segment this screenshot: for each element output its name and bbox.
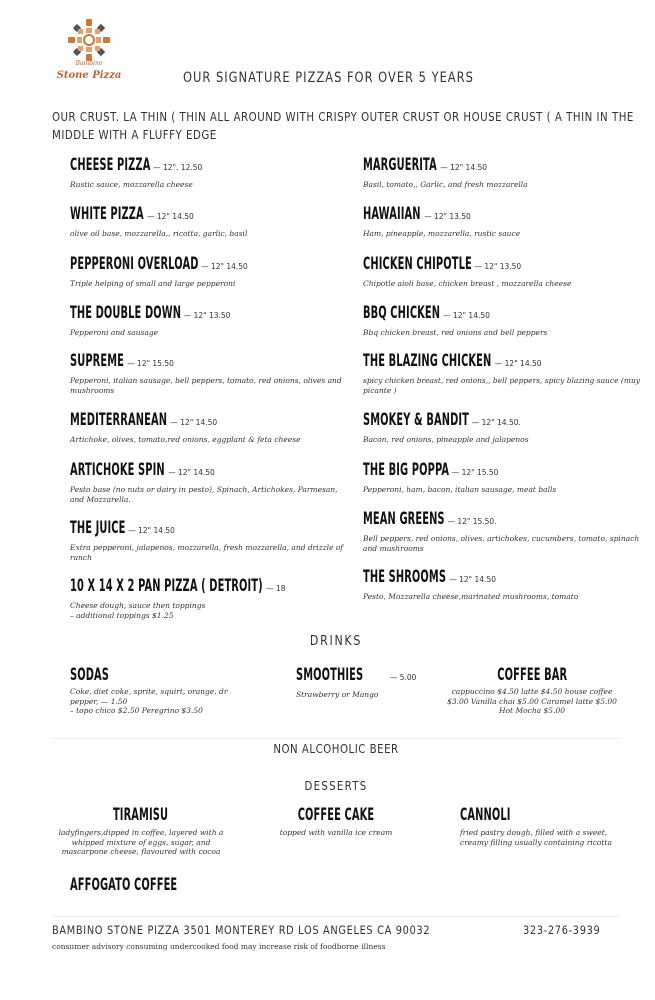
pizza-name: HAWAIIAN	[363, 204, 421, 224]
pizza-item	[70, 461, 350, 504]
pizza-item	[70, 352, 350, 395]
item-name: COFFEE BAR	[497, 665, 567, 685]
brand-name: Stone Pizza	[56, 70, 122, 81]
divider	[52, 916, 620, 917]
brand-logo	[52, 18, 126, 86]
item-name: TIRAMISU	[113, 805, 169, 825]
pizza-item	[70, 255, 350, 289]
pizza-item	[363, 411, 643, 445]
pizza-item	[363, 304, 643, 338]
divider	[52, 738, 620, 739]
pizza-price: — 12" 15.50	[451, 468, 499, 477]
pizza-logo-icon	[67, 18, 111, 62]
pizza-desc: Chipotle aioli base, chicken breast , mozzarella cheese	[363, 279, 572, 288]
pizza-item	[70, 577, 350, 620]
pizza-desc: Extra pepperoni, jalapenos, mozzarella, fresh mozzarella, and drizzle of ranch	[70, 543, 344, 562]
pizza-name: BBQ CHICKEN	[363, 303, 441, 323]
item-desc: topped with vanilla ice cream	[279, 828, 393, 837]
item-desc: fried pastry dough, filled with a sweet, creamy filling usually containing ricotta	[460, 828, 612, 847]
item-name: SODAS	[70, 665, 109, 685]
pizza-item	[70, 205, 350, 239]
pizza-desc: Bacon, red onions, pineapple and jalapenos	[363, 435, 529, 444]
pizza-desc: Pepperoni and sausage	[70, 328, 159, 337]
pizza-name: MEAN GREENS	[363, 509, 445, 529]
pizza-price: — 12" 14.50	[201, 262, 248, 271]
pizza-price: — 12" 14.50	[440, 163, 488, 172]
pizza-price: — 12" 14.50	[449, 575, 496, 584]
pizza-name: CHEESE PIZZA	[70, 155, 151, 175]
pizza-name: SMOKEY & BANDIT	[363, 410, 469, 430]
pizza-item	[363, 352, 643, 395]
pizza-price: — 12" 13.50	[183, 311, 231, 320]
dessert-affogato	[70, 876, 270, 894]
pizza-price: — 12" 13.50	[424, 212, 471, 221]
item-desc: Strawberry or Mango	[296, 690, 379, 699]
item-name: SMOOTHIES	[296, 665, 364, 685]
pizza-name: ARTICHOKE SPIN	[70, 460, 165, 480]
item-desc: cappuccino $4.50 latte $4.50 house coffee $3.00 Vanilla chai $5.00 Caramel latte $5.00 Hot Mocha $5.00	[447, 687, 617, 715]
pizza-price: — 12" 14.50	[443, 311, 490, 320]
pizza-name: MARGUERITA	[363, 155, 437, 175]
pizza-price: — 12". 12.50	[153, 163, 203, 172]
pizza-desc: Pepperoni, italian sausage, bell peppers, tomato, red onions, olives and mushrooms	[70, 376, 342, 395]
pizza-name: SUPREME	[70, 351, 125, 371]
pizza-name: MEDITERRANEAN	[70, 410, 168, 430]
pizza-item	[363, 510, 643, 553]
dessert-cannoli	[460, 806, 630, 847]
pizza-desc: Pepperoni, ham, bacon, italian sausage, meat balls	[363, 485, 557, 494]
pizza-price: — 12" 14.50	[168, 468, 215, 477]
pizza-desc: Rustic sauce, mozzarella cheese	[70, 180, 193, 189]
pizza-name: WHITE PIZZA	[70, 204, 144, 224]
item-name: COFFEE CAKE	[297, 805, 375, 825]
pizza-item	[70, 156, 350, 190]
pizza-price: — 12" 14.50	[147, 212, 194, 221]
pizza-price: — 12" 15.50.	[447, 517, 497, 526]
pizza-price: — 18	[266, 584, 286, 593]
pizza-item	[363, 461, 643, 495]
pizza-price: — 12" 14.50	[494, 359, 542, 368]
pizza-name: THE BLAZING CHICKEN	[363, 351, 492, 371]
pizza-name: CHICKEN CHIPOTLE	[363, 254, 472, 274]
pizza-name: THE SHROOMS	[363, 567, 447, 587]
pizza-desc: Bell peppers, red onions, olives, artichokes, cucumbers, tomato, spinach and mushrooms	[363, 534, 640, 553]
pizza-name: THE DOUBLE DOWN	[70, 303, 182, 323]
pizza-price: — 12" 13.50	[474, 262, 522, 271]
pizza-desc: olive oil base, mozzarella,, ricotta, garlic, basil	[70, 229, 248, 238]
pizza-desc: Artichoke, olives, tomato,red onions, eggplant & feta cheese	[70, 435, 301, 444]
pizza-price: — 12" 14.50	[170, 418, 218, 427]
drink-smoothies	[296, 666, 436, 700]
pizza-desc: Triple helping of small and large pepperoni	[70, 279, 236, 288]
item-name: AFFOGATO COFFEE	[70, 875, 178, 895]
brand-tagline: Bambino	[75, 60, 103, 67]
pizza-desc: Basil, tomato,, Garlic, and fresh mozzarella	[363, 180, 528, 189]
pizza-desc: spicy chicken breast, red onions,, bell peppers, spicy blazing sauce (muy picante )	[363, 376, 641, 395]
crust-description	[52, 108, 634, 144]
item-price: — 5.00	[389, 673, 417, 682]
pizza-name: PEPPERONI OVERLOAD	[70, 254, 199, 274]
pizza-desc: Ham, pineapple, mozzarella, rustic sauce	[363, 229, 521, 238]
pizza-name: THE BIG POPPA	[363, 460, 450, 480]
pizza-price: — 12" 15.50	[127, 359, 174, 368]
dessert-coffee-cake	[270, 806, 402, 838]
pizza-item	[70, 304, 350, 338]
pizza-item	[363, 156, 643, 190]
pizza-desc: Cheese dough, sauce then toppings – additional toppings $1.25	[70, 601, 206, 620]
pizza-desc: Bbq chicken breast, red onions and bell peppers	[363, 328, 548, 337]
pizza-name: THE JUICE	[70, 518, 126, 538]
non-alcoholic-beer: NON ALCOHOLIC BEER	[273, 742, 399, 756]
desserts-heading: DESSERTS	[304, 779, 368, 793]
pizza-item	[363, 255, 643, 289]
footer-address: BAMBINO STONE PIZZA 3501 MONTEREY RD LOS ANGELES CA 90032	[52, 923, 431, 937]
drink-sodas	[70, 666, 240, 716]
pizza-price: — 12" 14.50	[128, 526, 175, 535]
item-desc: Coke, diet coke, sprite, squirt, orange, dr pepper, — 1.50 – topo chico $2.50 Peregrino $3.50	[70, 687, 228, 715]
pizza-item	[363, 205, 643, 239]
consumer-advisory: consumer advisory consuming undercooked food may increase risk of foodborne illness	[52, 942, 386, 951]
pizza-item	[363, 568, 643, 602]
pizza-price: — 12" 14.50.	[471, 418, 521, 427]
footer-phone: 323-276-3939	[523, 923, 601, 937]
pizza-item	[70, 519, 350, 562]
page-title: OUR SIGNATURE PIZZAS FOR OVER 5 YEARS	[183, 70, 474, 86]
dessert-tiramisu	[56, 806, 226, 857]
crust-line: MIDDLE WITH A FLUFFY EDGE	[52, 127, 217, 142]
pizza-name: 10 X 14 X 2 PAN PIZZA ( DETROIT)	[70, 576, 263, 596]
pizza-item	[70, 411, 350, 445]
pizza-desc: Pesto, Mozzarella cheese,marinated mushrooms, tomato	[363, 592, 579, 601]
item-name: CANNOLI	[460, 805, 511, 825]
drink-coffee-bar	[440, 666, 624, 716]
pizza-desc: Pesto base (no nuts or dairy in pesto), Spinach, Artichokes, Parmesan, and Mozzarella.	[70, 485, 338, 504]
crust-line: OUR CRUST. LA THIN ( THIN ALL AROUND WITH CRISPY OUTER CRUST OR HOUSE CRUST ( A THIN IN THE	[52, 109, 634, 124]
drinks-heading: DRINKS	[309, 634, 363, 649]
item-desc: ladyfingers,dipped in coffee, layered with a whipped mixture of eggs, sugar, and mascarpone cheese, flavoured with cocoa	[58, 828, 224, 856]
